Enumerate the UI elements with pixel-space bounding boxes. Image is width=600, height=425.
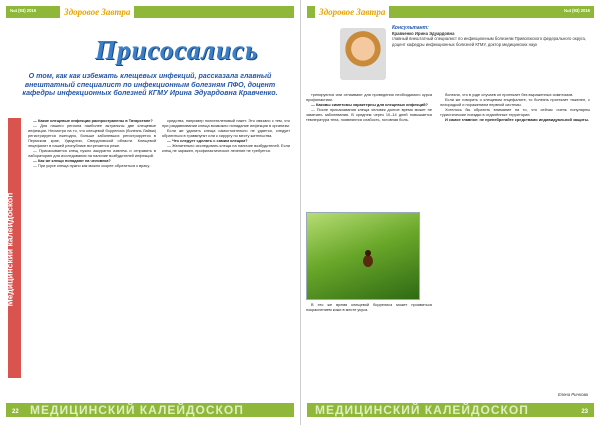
consultant-label: Консультант: (392, 25, 429, 31)
right-issue-tag: №4 (93) 2016 (563, 8, 590, 13)
right-footer-text: МЕДИЦИНСКИЙ КАЛЕЙДОСКОП (315, 403, 529, 417)
right-col1-para: — Каковы симптомы характерны для клещевых инфекций? (311, 102, 428, 108)
consultant-description: главный внештатный специалист по инфекционным болезням Приволжского федерального округа, доцент кафедры инфекционных болезней КГМУ, доктор медицинских наук (392, 36, 587, 47)
right-col2-para: болезни, что в узде случаев он протекает без выраженных симптомов. (445, 92, 574, 97)
right-col1-para: тренируются или отпаивают для проведения необходимого курса профилактики. (306, 92, 432, 103)
left-col1-para: — Как же клещи попадают на человека? (33, 158, 111, 164)
left-col1-para: — Для нашего региона наиболее актуальны две клещевые инфекции. Несмотря на то, что клещевой боррелиоз (болезнь Лайма) регистрируется ежегодно, больше заболевших регистрируется в Пермском крае, Удмуртии, Свердловской области. Клещевой энцефалит в нашей республике встречается реже. (28, 123, 156, 149)
left-column-2 (162, 118, 290, 386)
consultant-block (392, 26, 592, 47)
tick-head-illustration (365, 250, 371, 256)
right-column-2 (440, 92, 590, 382)
right-col2-para: И самое главное: не пренебрегайте средствами индивидуальной защиты. (445, 117, 590, 123)
left-brand-logo: Здоровое Завтра (60, 6, 134, 18)
left-col2-para: — Желательно исследовать клеща на наличие возбудителей. Если клещ не заражен, профилактическое лечение не требуется. (162, 143, 290, 154)
left-top-bar (6, 6, 294, 18)
article-title: Присосались (95, 35, 259, 65)
right-column-1-top (306, 92, 432, 207)
left-col2-para: — Что следует сделать с самим клещом? (167, 138, 248, 144)
right-col2-para: Если же говорить о клещевом энцефалите, то болезнь протекает тяжелее, с лихорадкой и поражением нервной системы. (440, 97, 590, 108)
article-lede: О том, как как избежать клещевых инфекций, рассказала главный внештатный специалист по инфекционным болезням ПФО, доцент кафедры инфекционных болезней КГМУ Ирина Эдуардовна Кравченко. (22, 72, 278, 98)
author-signature: Елена Рычкова (557, 392, 588, 397)
left-page-number: 22 (12, 409, 19, 415)
tick-illustration (363, 255, 373, 267)
left-col2-para: Если же удалить клеща самостоятельно не удается, следует обратиться в травмпункт или к хирургу по месту жительства. (162, 128, 290, 139)
left-col1-para: — Присасывается клещ нужно аккуратно извлечь и отправить в лабораторию для исследования на наличие возбудителей инфекций. (28, 148, 156, 159)
left-column-1 (28, 118, 156, 386)
tick-photo (306, 212, 420, 300)
section-sidebar-label: Медицинский калейдоскоп (4, 192, 15, 307)
left-issue-tag: №4 (93) 2016 (10, 8, 37, 13)
left-footer-text: МЕДИЦИНСКИЙ КАЛЕЙДОСКОП (30, 403, 244, 417)
right-col2-para: Хотелось бы обратить внимание на то, что сейчас очень популярны туристические поездки в отдалённые территории. (440, 107, 590, 118)
left-col1-para: — При укусе клеща нужно как можно скорее обратиться к врачу. (33, 163, 150, 169)
right-col1-para: В это же время клещевой боррелиоз может проявиться покраснением кожи в месте укуса. (306, 302, 432, 313)
left-col1-para: — Какие клещевые инфекции распространены в Татарстане? (33, 118, 153, 123)
consultant-portrait (340, 28, 386, 80)
right-page-number: 23 (581, 409, 588, 415)
consultant-name: Кравченко Ирина Эдуардовна (392, 31, 455, 37)
right-brand-logo: Здоровое Завтра (315, 6, 389, 18)
right-column-1-bottom (306, 302, 432, 386)
right-col1-para: — После присасывания клеща человек долгое время может не замечать заболевания. В среднем через 10–14 дней повышается температура тела, появляются слабость, головная боль. (306, 107, 432, 123)
left-col2-para: средства, например полиэтиленовый пакет. Это связано с тем, что при раздавливании клеща возможно попадание инфекции в организм. (162, 118, 290, 129)
